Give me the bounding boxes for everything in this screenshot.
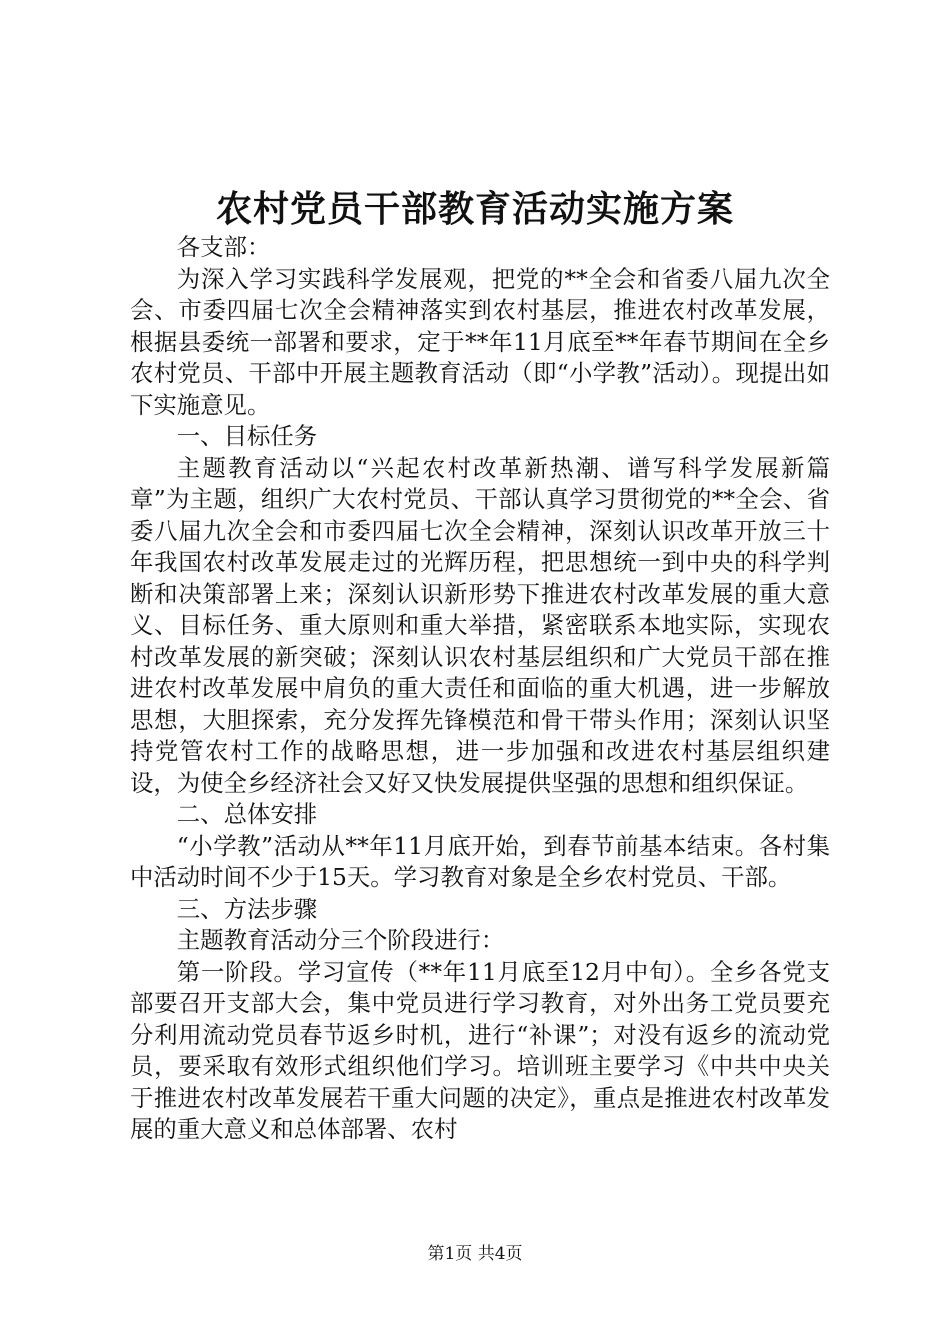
paragraph-arrangement: “小学教”活动从**年11月底开始，到春节前基本结束。各村集中活动时间不少于15天。学习教育对象是全乡农村党员、干部。 (130, 831, 830, 891)
section-heading-arrangement: 二、总体安排 (176, 800, 318, 828)
paragraph-steps-intro: 主题教育活动分三个阶段进行： (176, 926, 505, 954)
section-heading-goals: 一、目标任务 (176, 422, 318, 450)
page-number-footer: 第1页 共4页 (427, 1244, 523, 1264)
document-title: 农村党员干部教育活动实施方案 (215, 188, 734, 230)
document-body (130, 232, 830, 1146)
salutation: 各支部： (176, 233, 271, 261)
paragraph-goals: 主题教育活动以“兴起农村改革新热潮、谱写科学发展新篇章”为主题，组织广大农村党员、干部认真学习贯彻党的**全会、省委八届九次全会和市委四届七次全会精神，深刻认识改革开放三十年我国农村改革发展走过的光辉历程，把思想统一到中央的科学判断和决策部署上来；深刻认识新形势下推进农村改革发展的重大意义、目标任务、重大原则和重大举措，紧密联系本地实际，实现农村改革发展的新突破；深刻认识农村基层组织和广大党员干部在推进农村改革发展中肩负的重大责任和面临的重大机遇，进一步解放思想，大胆探索，充分发挥先锋模范和骨干带头作用；深刻认识坚持党管农村工作的战略思想，进一步加强和改进农村基层组织建设，为使全乡经济社会又好又快发展提供坚强的思想和组织保证。 (130, 453, 830, 797)
paragraph-intro: 为深入学习实践科学发展观，把党的**全会和省委八届九次全会、市委四届七次全会精神落实到农村基层，推进农村改革发展，根据县委统一部署和要求，定于**年11月底至**年春节期间在全乡农村党员、干部中开展主题教育活动（即“小学教”活动）。现提出如下实施意见。 (130, 264, 830, 419)
section-heading-steps: 三、方法步骤 (176, 894, 318, 923)
paragraph-phase-one: 第一阶段。学习宣传（**年11月底至12月中旬）。全乡各党支部要召开支部大会，集中党员进行学习教育，对外出务工党员要充分利用流动党员春节返乡时机，进行“补课”；对没有返乡的流动党员，要采取有效形式组织他们学习。培训班主要学习《中共中央关于推进农村改革发展若干重大问题的决定》，重点是推进农村改革发展的重大意义和总体部署、农村 (130, 957, 830, 1143)
